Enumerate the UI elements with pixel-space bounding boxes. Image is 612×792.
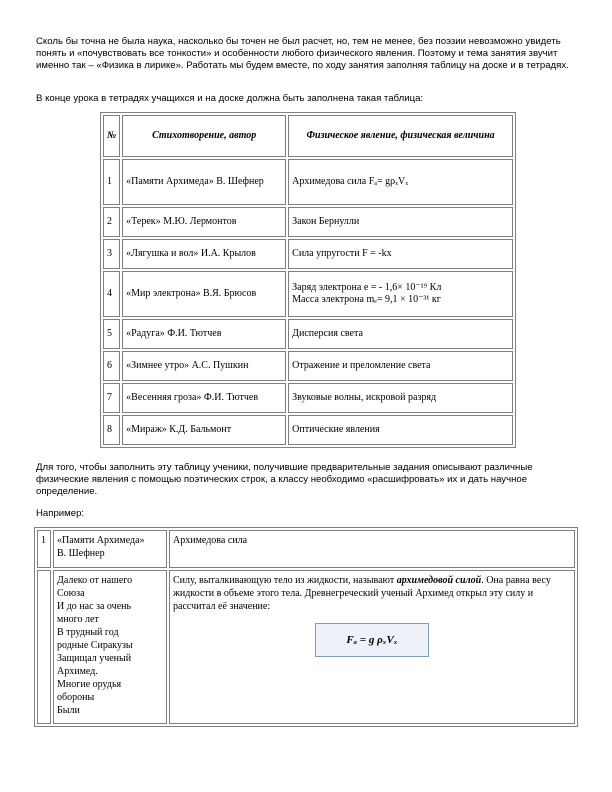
header-number: № (103, 115, 120, 157)
row-number: 4 (103, 271, 120, 317)
example-content-row (37, 570, 575, 724)
table-row (103, 415, 513, 445)
intro-paragraph: Сколь бы точна не была наука, насколько бы точен не был расчет, но, тем не менее, без поэзии невозможно увидеть понять и «почувствовать все тонкости» и особенности любого физического явления. Поэтому и тема занятия звучит именно так – «Физика в лирике». Работать мы будем вместе, по ходу занятия заполняя таблицу на доске и в тетрадях. (36, 36, 569, 71)
row-number: 7 (103, 383, 120, 413)
explanation-text (173, 574, 571, 613)
physics-explanation (169, 570, 575, 724)
row-phenomenon: Оптические явления (288, 415, 513, 445)
example-table (34, 527, 578, 727)
row-poem: «Мир электрона» В.Я. Брюсов (122, 271, 286, 317)
row-poem: «Мираж» К.Д. Бальмонт (122, 415, 286, 445)
example-poem-author: В. Шефнер (57, 548, 105, 559)
verse-line: В трудный год (57, 627, 119, 638)
verse-line: И до нас за очень (57, 601, 132, 612)
formula-box: Fₐ = g ρₓVₓ (315, 623, 429, 657)
table-header-row (103, 115, 513, 157)
row-poem: «Зимнее утро» А.С. Пушкин (122, 351, 286, 381)
verse-line: Были (57, 705, 80, 716)
explanation-term: архимедовой силой (396, 575, 482, 586)
row-phenomenon: Отражение и преломление света (288, 351, 513, 381)
electron-mass: Масса электрона mₑ= 9,1 × 10⁻³¹ кг (292, 294, 441, 305)
row-poem: «Лягушка и вол» И.А. Крылов (122, 239, 286, 269)
verse-line: Многие орудья (57, 679, 122, 690)
header-poem: Стихотворение, автор (122, 115, 286, 157)
row-poem: «Весенняя гроза» Ф.И. Тютчев (122, 383, 286, 413)
table-row (103, 239, 513, 269)
verse-line: Защищал ученый (57, 653, 132, 664)
example-label: Например: (36, 508, 85, 519)
table-row (103, 351, 513, 381)
task-paragraph: Для того, чтобы заполнить эту таблицу ученики, получившие предварительные задания описывают различные физические явления с помощью поэтических строк, а классу необходимо «расшифровать» их и дать научное определение. (36, 462, 533, 497)
row-number: 1 (103, 159, 120, 205)
row-phenomenon: Звуковые волны, искровой разряд (288, 383, 513, 413)
table-row (103, 159, 513, 205)
example-phenomenon: Архимедова сила (169, 530, 575, 568)
explanation-pre: Силу, выталкивающую тело из жидкости, называют (173, 575, 397, 586)
poem-verse (53, 570, 167, 724)
header-phenomenon: Физическое явление, физическая величина (288, 115, 513, 157)
table-row (103, 383, 513, 413)
example-poem (53, 530, 167, 568)
example-empty-cell (37, 570, 51, 724)
table-row (103, 207, 513, 237)
verse-line: Союза (57, 588, 85, 599)
row-number: 8 (103, 415, 120, 445)
verse-line: Далеко от нашего (57, 575, 133, 586)
table-row (103, 271, 513, 317)
electron-charge: Заряд электрона e = - 1,6× 10⁻¹⁹ Кл (292, 282, 442, 293)
row-phenomenon: Архимедова сила Fₐ= gρₓVₓ (288, 159, 513, 205)
table-row (103, 319, 513, 349)
table-intro-paragraph: В конце урока в тетрадях учащихся и на доске должна быть заполнена такая таблица: (36, 93, 424, 104)
example-header-row (37, 530, 575, 568)
row-phenomenon: Сила упругости F = -kx (288, 239, 513, 269)
verse-line: Архимед. (57, 666, 98, 677)
row-number: 6 (103, 351, 120, 381)
row-number: 3 (103, 239, 120, 269)
row-poem: «Радуга» Ф.И. Тютчев (122, 319, 286, 349)
explanation-post: . Она равна весу жидкости в объеме этого тела. Древнегреческий ученый Архимед открыл эту силу и рассчитал её значение: (173, 575, 551, 612)
row-phenomenon (288, 271, 513, 317)
row-phenomenon: Дисперсия света (288, 319, 513, 349)
verse-line: родные Сиракузы (57, 640, 133, 651)
row-phenomenon: Закон Бернулли (288, 207, 513, 237)
row-number: 2 (103, 207, 120, 237)
row-poem: «Терек» М.Ю. Лермонтов (122, 207, 286, 237)
verse-line: обороны (57, 692, 95, 703)
example-poem-title: «Памяти Архимеда» (57, 535, 145, 546)
row-poem: «Памяти Архимеда» В. Шефнер (122, 159, 286, 205)
row-number: 5 (103, 319, 120, 349)
example-number: 1 (37, 530, 51, 568)
poems-physics-table (100, 112, 516, 448)
verse-line: много лет (57, 614, 99, 625)
